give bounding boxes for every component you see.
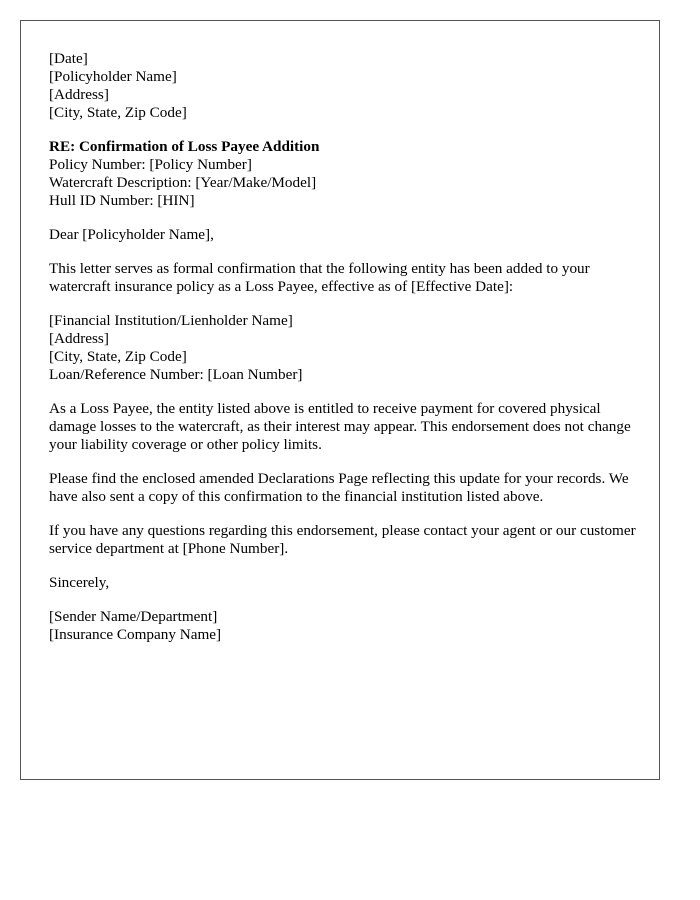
payee-address-line: [Address] — [49, 330, 109, 347]
intro-paragraph: This letter serves as formal confirmation that the following entity has been added to your watercraft insurance policy as a Loss Payee, effective as of [Effective Date]: — [49, 260, 590, 295]
sender-line: [Sender Name/Department] — [49, 608, 218, 625]
loss-payee-block — [49, 312, 639, 384]
payee-city-state-zip-line: [City, State, Zip Code] — [49, 348, 187, 365]
city-state-zip-line: [City, State, Zip Code] — [49, 104, 187, 121]
letter-content — [49, 50, 639, 644]
recipient-block — [49, 50, 639, 122]
hull-id-line: Hull ID Number: [HIN] — [49, 192, 195, 209]
subject-block — [49, 138, 639, 210]
payee-name-line: [Financial Institution/Lienholder Name] — [49, 312, 293, 329]
enclosure-paragraph: Please find the enclosed amended Declarations Page reflecting this update for your records. We have also sent a copy of this confirmation to the financial institution listed above. — [49, 470, 629, 505]
policy-number-line: Policy Number: [Policy Number] — [49, 156, 252, 173]
salutation: Dear [Policyholder Name], — [49, 226, 214, 243]
date-line: [Date] — [49, 50, 88, 67]
policyholder-name-line: [Policyholder Name] — [49, 68, 177, 85]
signature-block — [49, 608, 639, 644]
sign-off: Sincerely, — [49, 574, 110, 591]
entitlement-paragraph: As a Loss Payee, the entity listed above is entitled to receive payment for covered physical damage losses to the watercraft, as their interest may appear. This endorsement does not change your liability coverage or other policy limits. — [49, 400, 631, 453]
loan-number-line: Loan/Reference Number: [Loan Number] — [49, 366, 303, 383]
watercraft-description-line: Watercraft Description: [Year/Make/Model] — [49, 174, 317, 191]
re-line: RE: Confirmation of Loss Payee Addition — [49, 138, 320, 155]
address-line: [Address] — [49, 86, 109, 103]
company-line: [Insurance Company Name] — [49, 626, 222, 643]
contact-paragraph: If you have any questions regarding this endorsement, please contact your agent or our customer service department at [Phone Number]. — [49, 522, 636, 557]
letter-page — [20, 20, 660, 780]
